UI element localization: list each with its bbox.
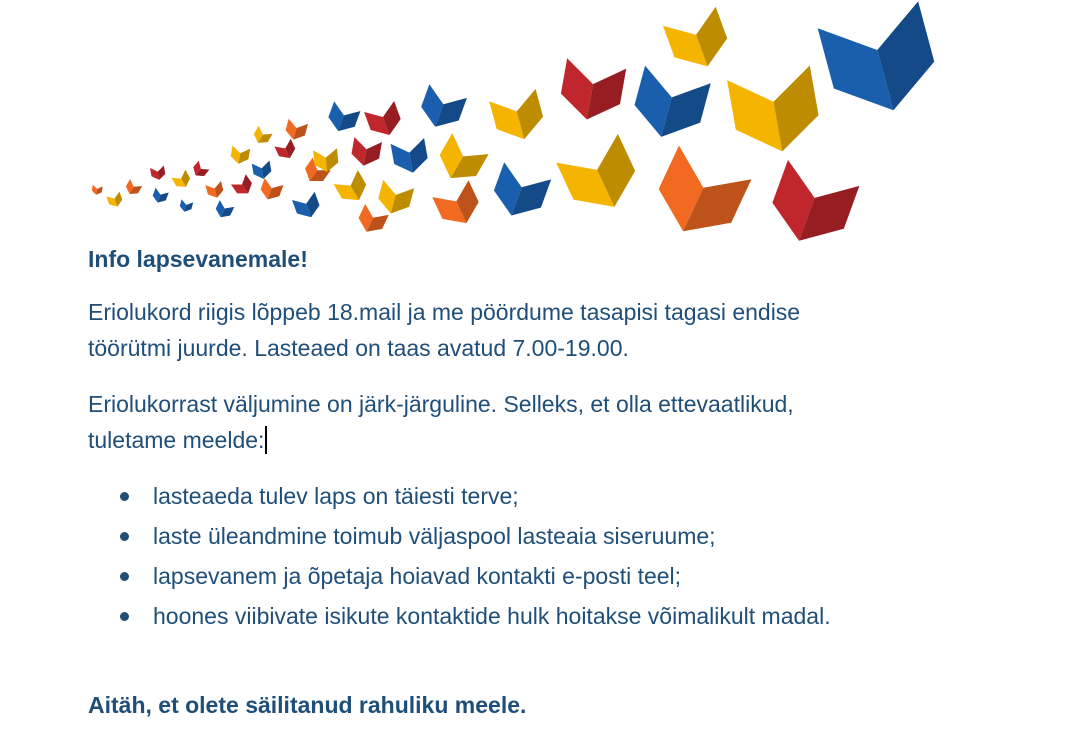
paper-arrow-icon (391, 138, 430, 176)
paper-arrow-icon (557, 58, 626, 125)
paper-arrow-icon (364, 101, 404, 141)
text-cursor (265, 426, 267, 454)
paper-arrow-icon (171, 170, 192, 191)
paper-arrow-icon (213, 200, 234, 221)
paper-arrow-icon (416, 84, 467, 133)
paper-arrow-icon (230, 145, 251, 165)
paragraph-line: töörütmi juurde. Lasteaed on taas avatud 7.00-19.00. (88, 335, 629, 361)
paper-arrow-icon (123, 179, 142, 198)
paper-arrow-icon (292, 192, 322, 222)
paper-arrow-icon (284, 119, 308, 143)
paper-arrow-icon (258, 178, 283, 203)
paragraph-reminder (88, 386, 794, 458)
paper-arrow-icon (647, 145, 752, 248)
paragraph-line: Eriolukorrast väljumine on järk-järguline. Selleks, et olla ettevaatlikud, (88, 391, 794, 417)
list-item: lasteaeda tulev laps on täiesti terve; (118, 478, 831, 518)
paper-arrow-icon (727, 65, 824, 158)
paper-arrow-icon (179, 199, 194, 213)
paragraph-reopening (88, 294, 800, 366)
paragraph-line (88, 422, 794, 458)
closing-message: Aitäh, et olete säilitanud rahuliku meele. (88, 692, 527, 718)
paper-arrow-icon (489, 89, 547, 145)
paper-arrow-icon (350, 137, 382, 168)
paper-arrow-icon (91, 185, 102, 196)
paragraph-text: tuletame meelde: (88, 427, 265, 453)
paper-arrow-icon (628, 66, 710, 146)
paper-arrow-icon (252, 160, 273, 180)
paper-arrow-icon (150, 166, 166, 182)
paper-arrow-icon (432, 133, 488, 189)
paper-arrow-icon (190, 161, 209, 180)
paragraph-line: Eriolukord riigis lõppeb 18.mail ja me pöördume tasapisi tagasi endise (88, 299, 801, 325)
paper-arrow-icon (313, 148, 339, 173)
flying-arrows-banner-icon (0, 0, 1070, 260)
paper-arrow-icon (432, 180, 484, 231)
paper-arrow-icon (763, 160, 859, 254)
list-item: hoones viibivate isikute kontaktide hulk hoitakse võimalikult madal. (118, 598, 831, 638)
page-title: Info lapsevanemale! (88, 246, 308, 272)
rules-list (118, 478, 831, 638)
paper-arrow-icon (556, 134, 645, 221)
paper-arrow-icon (488, 162, 551, 224)
paper-arrow-icon (355, 204, 389, 237)
paper-arrow-icon (818, 1, 944, 123)
list-item: lapsevanem ja õpetaja hoiavad kontakti e-posti teel; (118, 558, 831, 598)
paper-arrow-icon (274, 139, 298, 162)
paper-arrow-icon (375, 180, 414, 218)
paper-arrow-icon (325, 101, 360, 136)
paper-arrow-icon (251, 126, 272, 147)
paper-arrow-icon (663, 7, 734, 76)
list-item: laste üleandmine toimub väljaspool lasteaia siseruume; (118, 518, 831, 558)
paper-arrow-icon (106, 192, 124, 209)
paper-arrow-icon (205, 181, 224, 200)
paper-arrow-icon (151, 188, 169, 205)
paper-arrow-icon (231, 174, 256, 198)
paper-arrow-icon (334, 170, 372, 207)
